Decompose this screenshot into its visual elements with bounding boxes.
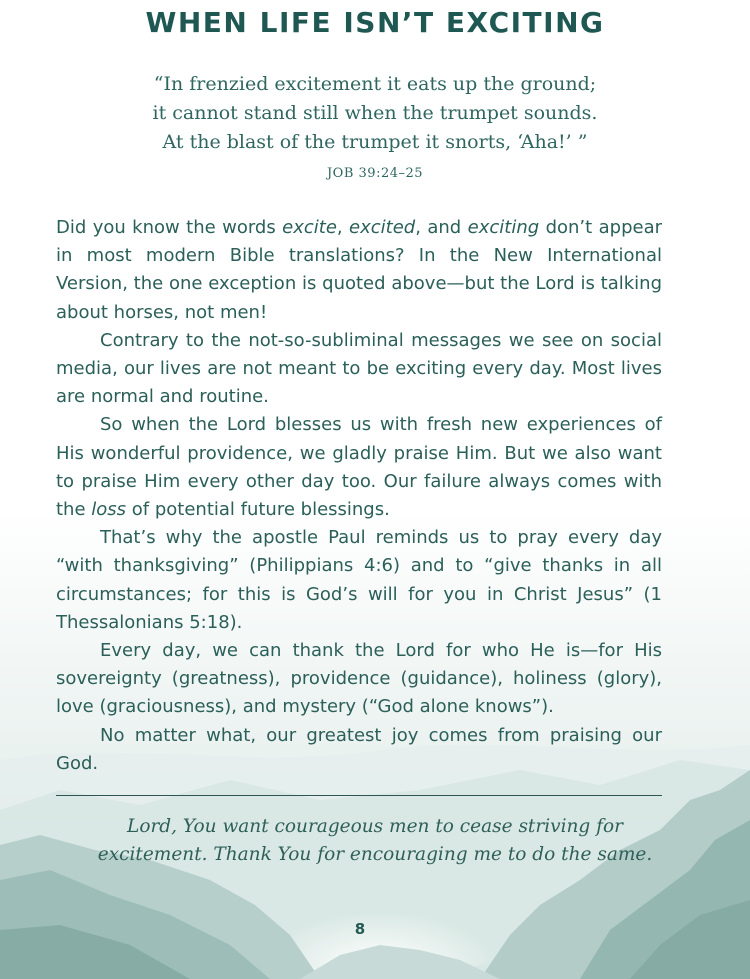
body-paragraph-4: That’s why the apostle Paul reminds us to pray every day “with thanksgiving” (Philippians 4:6) and to “give thanks in all circumstances; for this is God’s will for you in Christ Jesus” (1 Thessalonians 5:18). [56, 527, 662, 633]
epigraph-line: “In frenzied excitement it eats up the ground; [153, 73, 597, 95]
italic-word: exciting [467, 217, 540, 238]
epigraph-line: At the blast of the trumpet it snorts, ‘Aha!’ ” [162, 131, 588, 153]
text-run: of potential future blessings. [126, 499, 390, 521]
text-run: So when the Lord blesses us with fresh new experiences of His wonderful providence, we gladly praise Him. But we also want to praise Him every other day too. Our failure always comes with the [56, 414, 662, 521]
prayer-line: excitement. Thank You for encouraging me to do the same. [97, 844, 653, 865]
body-paragraph-1 [56, 214, 662, 327]
page-number: 8 [354, 920, 366, 938]
scripture-citation: JOB 39:24–25 [326, 166, 424, 181]
divider-rule [56, 795, 662, 796]
epigraph-quote [60, 70, 690, 157]
devotional-body [56, 214, 662, 778]
text-run: Did you know the words [56, 217, 283, 238]
italic-word: excite [282, 217, 337, 238]
prayer-line: Lord, You want courageous men to cease striving for [127, 816, 623, 837]
text-run: , and [415, 217, 468, 238]
text-run: don’t appear in most modern Bible translations? In the New International Version, the one exception is quoted above—but the Lord is talking about horses, not men! [56, 217, 662, 323]
page-title: WHEN LIFE ISN’T EXCITING [145, 6, 605, 39]
closing-prayer [40, 813, 710, 869]
body-paragraph-6: No matter what, our greatest joy comes from praising our God. [56, 724, 662, 774]
body-paragraph-2: Contrary to the not-so-subliminal messages we see on social media, our lives are not meant to be exciting every day. Most lives are normal and routine. [56, 329, 662, 408]
epigraph-line: it cannot stand still when the trumpet sounds. [152, 102, 598, 124]
italic-word: excited [349, 217, 416, 238]
body-paragraph-5: Every day, we can thank the Lord for who He is—for His sovereignty (greatness), providence (guidance), holiness (glory), love (graciousness), and mystery (“God alone knows”). [56, 640, 662, 718]
body-paragraph-3 [56, 411, 662, 524]
italic-word: loss [91, 499, 127, 521]
text-run: , [336, 217, 350, 238]
